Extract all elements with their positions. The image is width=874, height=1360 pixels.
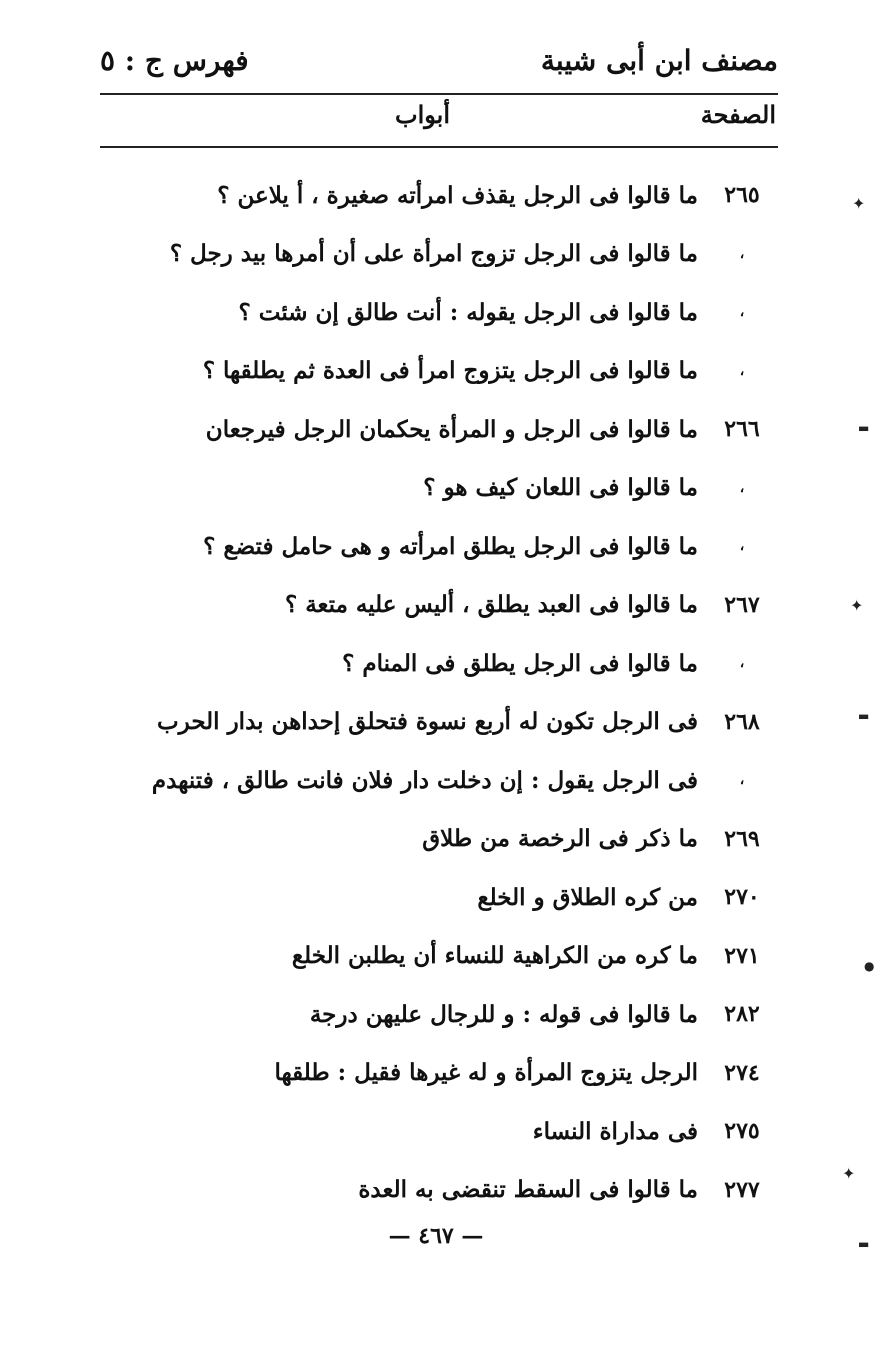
entry-title: الرجل يتزوج المرأة و له غيرها فقيل : طلقها	[274, 1059, 698, 1087]
section-label: فهرس ج : ٥	[100, 44, 249, 77]
column-headings	[100, 100, 778, 140]
entry-page-number: ٢٦٧	[724, 591, 760, 618]
scan-artifact-mark: ✦	[852, 194, 866, 213]
entry-title: ما قالوا فى اللعان كيف هو ؟	[423, 474, 698, 502]
scan-artifact-mark: ✦	[842, 1164, 856, 1183]
entry-ditto-mark: ،	[739, 304, 745, 321]
entry-page-number: ٢٦٥	[724, 182, 760, 209]
entry-page-number: ٢٧٠	[724, 884, 760, 911]
entry-title: ما قالوا فى الرجل تزوج امرأة على أن أمرها بيد رجل ؟	[169, 240, 698, 268]
entry-title: ما قالوا فى العبد يطلق ، أليس عليه متعة ؟	[284, 591, 698, 619]
scan-artifact-mark: ▬	[858, 709, 870, 723]
entry-title: من كره الطلاق و الخلع	[477, 883, 698, 911]
index-entry	[100, 634, 778, 693]
scan-artifact-mark: ●	[864, 959, 874, 973]
entry-title: ما قالوا فى الرجل يقوله : أنت طالق إن شئت ؟	[238, 298, 698, 326]
scan-artifact-mark: ✦	[850, 596, 864, 615]
entry-page-number: ٢٧٤	[724, 1059, 760, 1086]
entry-page-number: ٢٦٦	[724, 416, 760, 443]
entry-page-number: ٢٦٨	[724, 708, 760, 735]
index-entry	[100, 459, 778, 518]
index-entry	[100, 985, 778, 1044]
index-entry	[100, 1102, 778, 1161]
entry-title: فى الرجل تكون له أربع نسوة فتحلق إحداهن بدار الحرب	[156, 708, 698, 736]
header-rule-bottom	[100, 146, 778, 148]
index-entry	[100, 225, 778, 284]
page-column-heading: الصفحة	[700, 100, 776, 129]
entry-page-number: ٢٦٩	[724, 825, 760, 852]
entry-title: ما قالوا فى الرجل يطلق فى المنام ؟	[342, 649, 698, 677]
index-entry	[100, 1044, 778, 1103]
scan-artifact-mark: ▬	[858, 1237, 870, 1251]
index-entry	[100, 517, 778, 576]
entry-title: ما قالوا فى قوله : و للرجال عليهن درجة	[309, 1000, 698, 1028]
scan-artifact-mark: ▬	[858, 421, 870, 435]
book-title: مصنف ابن أبى شيبة	[540, 44, 778, 77]
entry-page-number: ٢٧١	[724, 942, 760, 969]
entry-ditto-mark: ،	[739, 245, 745, 262]
entry-page-number: ٢٨٢	[724, 1001, 760, 1028]
index-entry	[100, 693, 778, 752]
index-entry	[100, 400, 778, 459]
index-entry	[100, 1161, 778, 1220]
header-rule-top	[100, 93, 778, 95]
index-entry	[100, 166, 778, 225]
entry-ditto-mark: ،	[739, 538, 745, 555]
entry-title: ما كره من الكراهية للنساء أن يطلبن الخلع	[291, 942, 698, 970]
entry-page-number: ٢٧٧	[724, 1176, 760, 1203]
entry-title: ما قالوا فى الرجل و المرأة يحكمان الرجل فيرجعان	[205, 415, 698, 443]
entry-title: ما قالوا فى الرجل يتزوج امرأ فى العدة ثم يطلقها ؟	[202, 357, 698, 385]
entry-title: ما قالوا فى الرجل يطلق امرأته و هى حامل فتضع ؟	[203, 532, 698, 560]
entry-ditto-mark: ،	[739, 655, 745, 672]
entry-title: فى مداراة النساء	[532, 1117, 698, 1145]
entry-page-number: ٢٧٥	[724, 1118, 760, 1145]
index-entry	[100, 810, 778, 869]
entry-title: ما قالوا فى الرجل يقذف امرأته صغيرة ، أ يلاعن ؟	[217, 181, 698, 209]
entry-ditto-mark: ،	[739, 362, 745, 379]
entry-ditto-mark: ،	[739, 772, 745, 789]
entry-title: ما ذكر فى الرخصة من طلاق	[422, 825, 698, 853]
index-entry	[100, 751, 778, 810]
index-entries	[100, 166, 778, 1219]
index-entry	[100, 576, 778, 635]
page-number-footer: — ٤٦٧ —	[388, 1223, 484, 1249]
index-entry	[100, 283, 778, 342]
chapters-column-heading: أبواب	[394, 100, 450, 129]
index-entry	[100, 342, 778, 401]
index-entry	[100, 868, 778, 927]
entry-title: فى الرجل يقول : إن دخلت دار فلان فانت طالق ، فتنهدم	[151, 766, 698, 794]
entry-ditto-mark: ،	[739, 479, 745, 496]
index-entry	[100, 927, 778, 986]
entry-title: ما قالوا فى السقط تنقضى به العدة	[358, 1176, 698, 1204]
running-header	[100, 44, 778, 88]
